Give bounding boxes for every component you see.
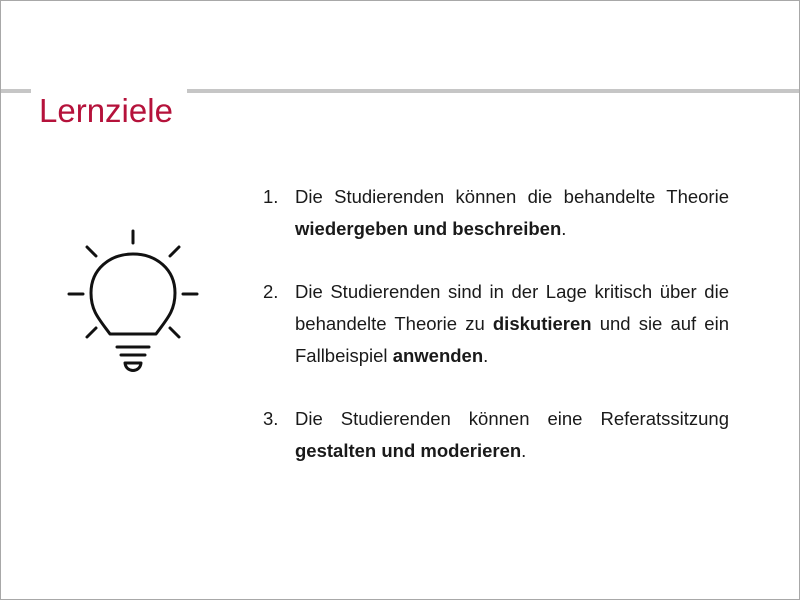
objective-emphasis: gestalten und moderieren: [295, 440, 522, 461]
objective-text: [295, 276, 729, 372]
objective-number: 2.: [263, 281, 279, 302]
objective-segment: Die Studierenden können die behandelte Theorie: [295, 186, 729, 207]
objective-number: 3.: [263, 408, 279, 429]
objective-segment: .: [483, 345, 489, 366]
objective-text: [295, 181, 729, 245]
learning-objectives-list: [263, 181, 729, 498]
lightbulb-icon: [63, 227, 203, 377]
objective-segment: Die Studierenden sind in der Lage kritisch über die behandelte Theorie zu: [295, 281, 729, 334]
objective-text: [295, 403, 729, 467]
objective-emphasis: diskutieren: [492, 313, 592, 334]
objective-segment: .: [561, 218, 567, 239]
objective-segment: Die Studierenden können eine Referatssitzung: [295, 408, 729, 429]
objective-emphasis: anwenden: [392, 345, 484, 366]
title-rule-left: [1, 89, 31, 93]
objective-item: [263, 276, 729, 372]
slide-title: Lernziele: [39, 92, 173, 130]
objective-item: [263, 403, 729, 467]
objective-segment: und sie auf ein Fallbeispiel: [295, 313, 729, 366]
title-rule-right: [187, 89, 799, 93]
objective-segment: .: [521, 440, 527, 461]
objective-item: [263, 181, 729, 245]
objective-number: 1.: [263, 186, 279, 207]
objective-emphasis: wiedergeben und beschreiben: [295, 218, 562, 239]
